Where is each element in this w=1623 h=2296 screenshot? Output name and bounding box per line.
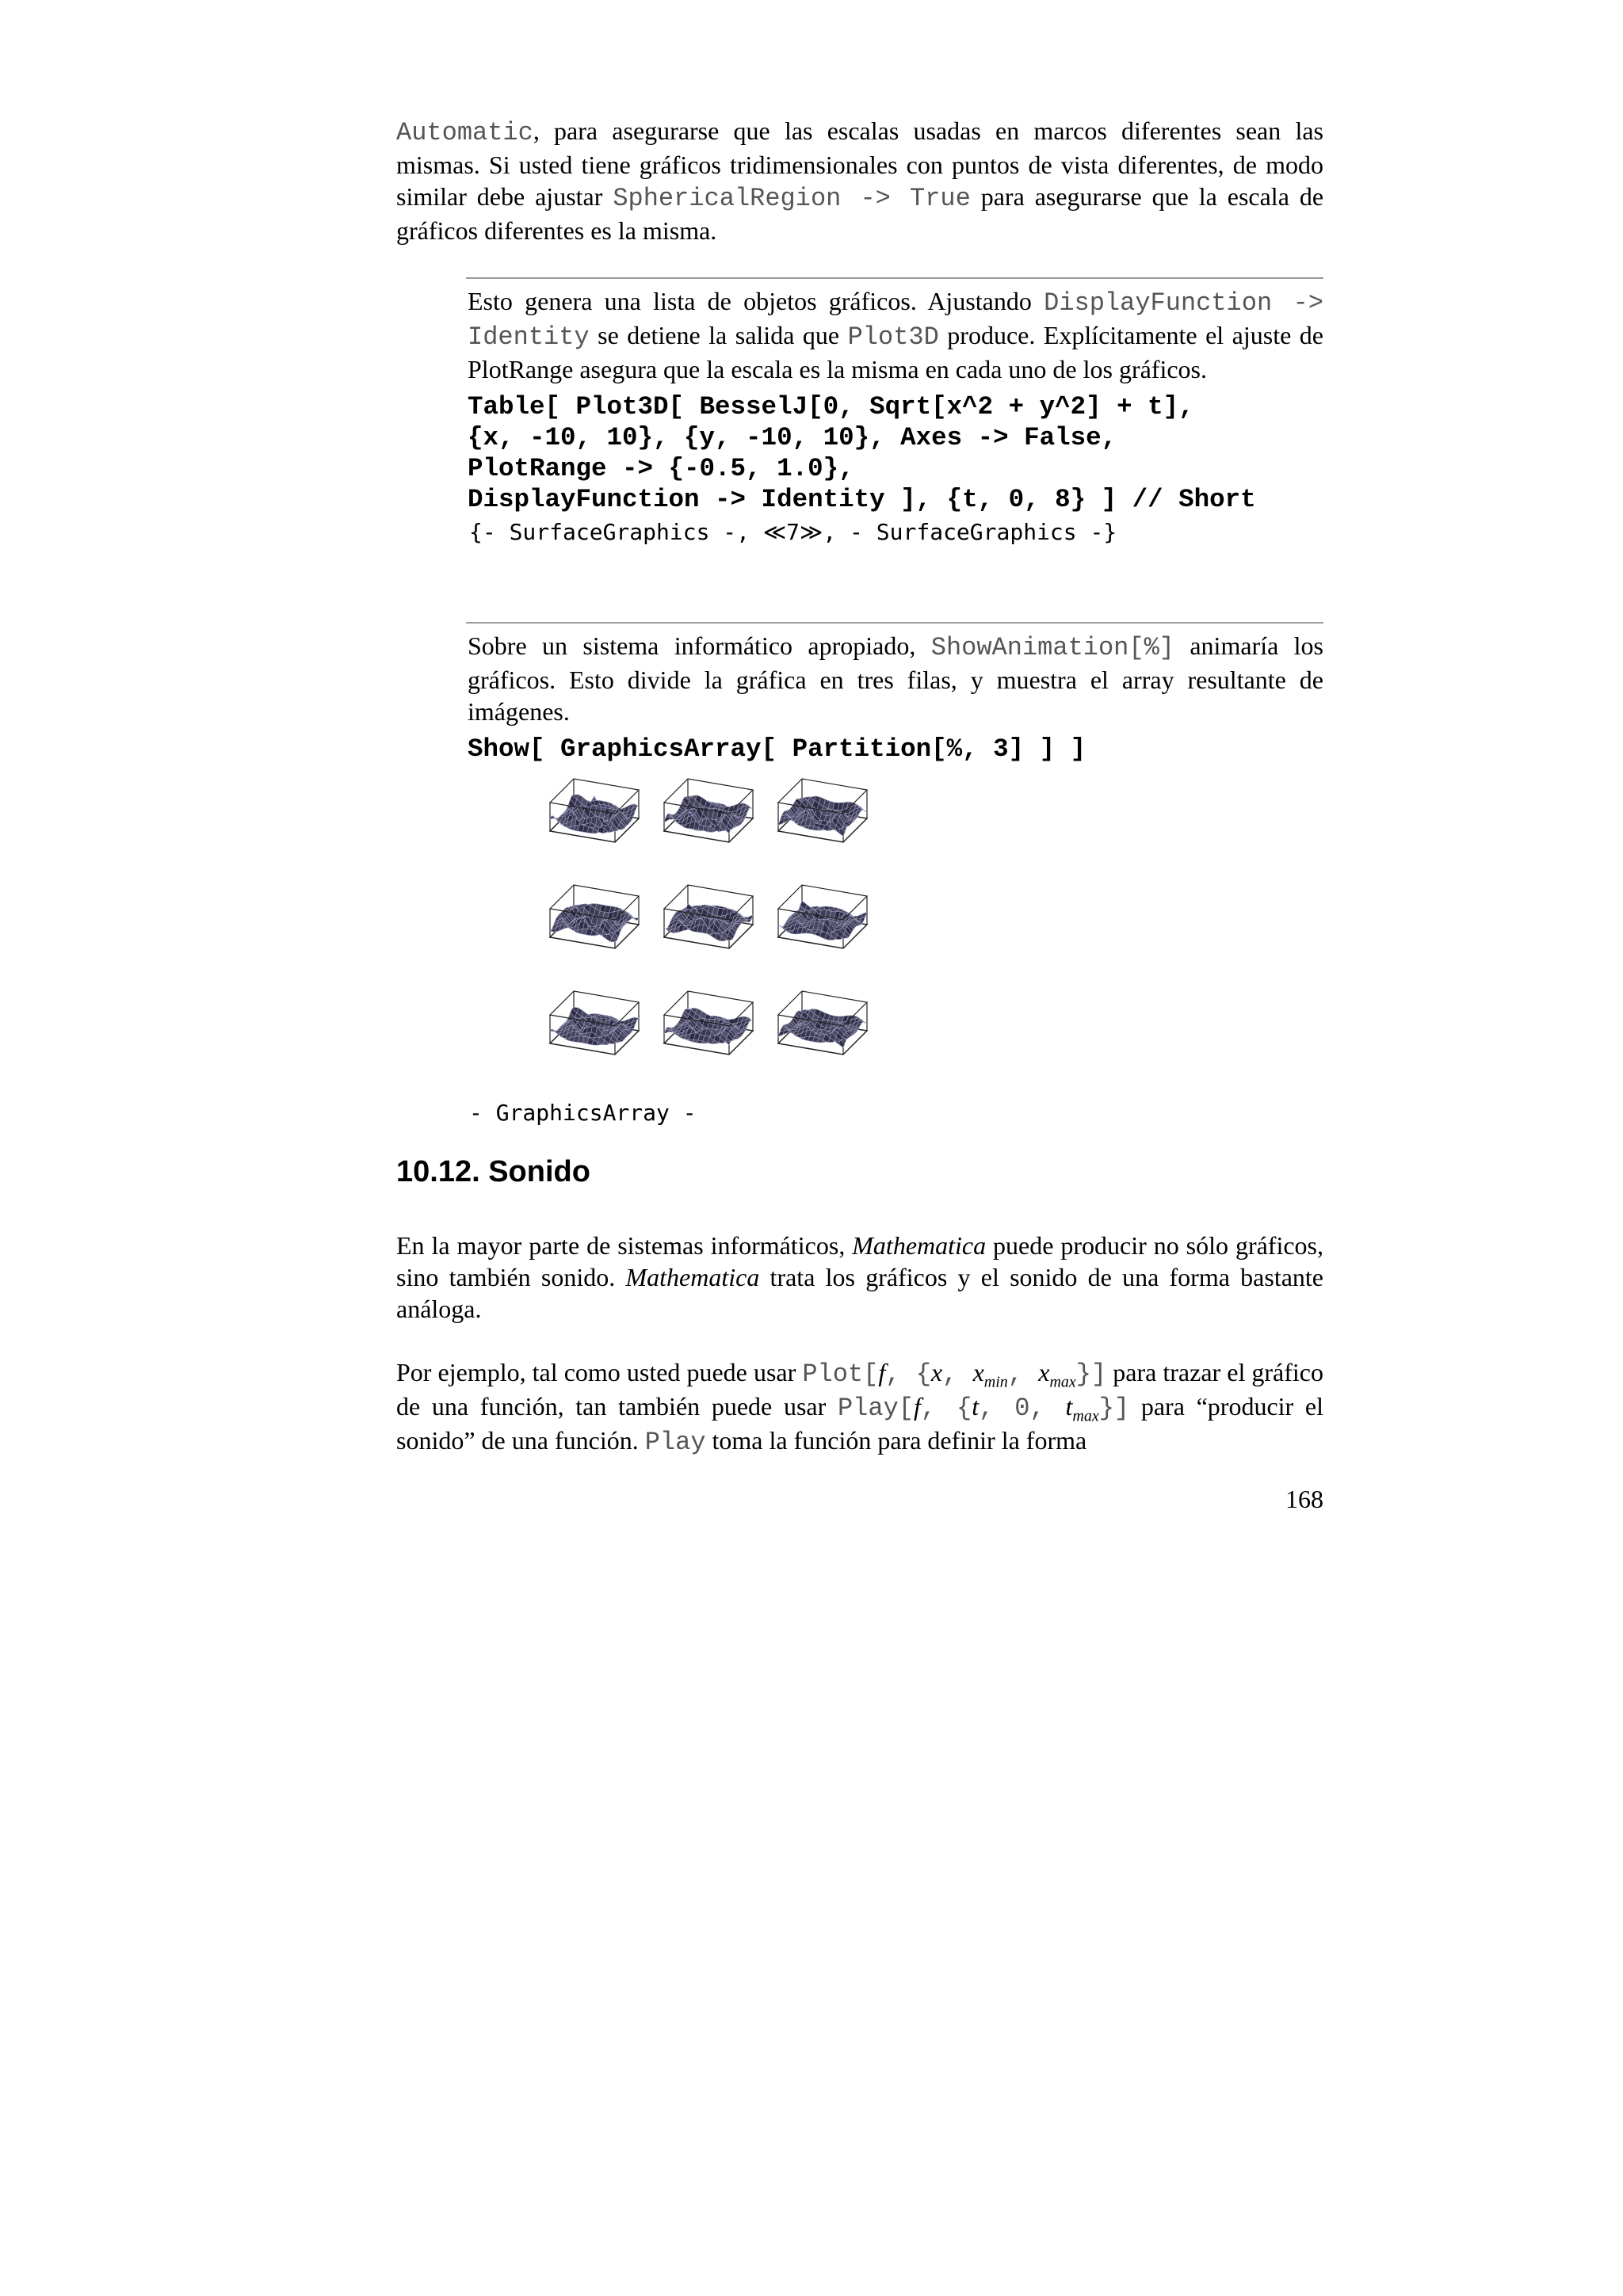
intro-text-1: , para asegurarse que las escalas usadas en marcos diferentes sean las mismas. Si usted tiene gráficos tridimensionales con puntos de vista diferentes, de modo similar debe ajustar	[396, 116, 1323, 211]
cell-show-input: Show[ GraphicsArray[ Partition[%, 3] ] ]	[468, 734, 1086, 764]
para-play-text-4: toma la función para definir la forma	[705, 1426, 1087, 1455]
surface-plot	[651, 988, 764, 1086]
cell-table-output: {- SurfaceGraphics -, ≪7≫, - SurfaceGraphics -}	[469, 519, 1117, 545]
surface-graphics-thumbnail	[537, 882, 650, 980]
surface-graphics-thumbnail	[537, 776, 650, 874]
surface-graphics-thumbnail	[651, 882, 764, 980]
surface-plot	[537, 988, 650, 1086]
code-close: }]	[1098, 1394, 1130, 1423]
section-heading: 10.12. Sonido	[396, 1155, 590, 1188]
surface-plot	[766, 776, 878, 874]
mathematica-italic: Mathematica	[625, 1263, 760, 1291]
code-line: DisplayFunction -> Identity ], {t, 0, 8} ] // Short	[468, 485, 1256, 514]
cell-show-output: - GraphicsArray -	[469, 1100, 697, 1126]
surface-graphics-thumbnail	[651, 776, 764, 874]
surface-plot	[651, 776, 764, 874]
sub-max: max	[1072, 1407, 1099, 1425]
code-sep: , 0,	[979, 1394, 1066, 1423]
para-sound-text-3: trata los gráficos y el sonido de una forma bastante análoga.	[396, 1263, 1323, 1323]
para-sound-text-1: En la mayor parte de sistemas informáticos,	[396, 1231, 853, 1260]
code-plot3d: Plot3D	[847, 322, 939, 352]
code-sep: , {	[920, 1394, 972, 1423]
surface-graphics-thumbnail	[651, 988, 764, 1086]
var-t: t	[972, 1392, 980, 1421]
code-play: Play	[644, 1428, 706, 1457]
code-show-animation: ShowAnimation[%]	[930, 633, 1174, 662]
code-line: PlotRange -> {-0.5, 1.0},	[468, 454, 854, 483]
cell-table-caption-1: Esto genera una lista de objetos gráficos. Ajustando	[468, 287, 1044, 315]
code-sep: ,	[942, 1360, 973, 1389]
page-number: 168	[1285, 1485, 1323, 1513]
para-play-text-2: para trazar el gráfico de una función, tan también puede usar	[396, 1358, 1323, 1421]
notebook-cell-show	[466, 622, 1323, 1129]
graphics-array	[537, 776, 1323, 1086]
var-xmin: x	[972, 1358, 984, 1386]
surface-mesh-cell	[686, 904, 693, 910]
code-plot-open: Plot[	[802, 1360, 879, 1389]
surface-graphics-thumbnail	[766, 988, 878, 1086]
cell-table-caption	[466, 285, 1323, 385]
surface-plot	[537, 776, 650, 874]
code-line: Table[ Plot3D[ BesselJ[0, Sqrt[x^2 + y^2] + t],	[468, 392, 1194, 421]
cell-show-caption-2: animaría los gráficos. Esto divide la gráfica en tres filas, y muestra el array resultante de imágenes.	[468, 631, 1324, 726]
var-xmax: x	[1038, 1358, 1050, 1386]
intro-text-2: para asegurarse que la escala de gráficos diferentes es la misma.	[396, 182, 1324, 245]
intro-paragraph	[396, 115, 1323, 246]
var-f: f	[913, 1392, 921, 1421]
sub-min: min	[983, 1373, 1008, 1391]
cell-table-input	[466, 391, 1323, 515]
var-tmax: t	[1065, 1392, 1073, 1421]
code-display-function: DisplayFunction -> Identity	[468, 288, 1324, 352]
code-play-open: Play[	[837, 1394, 914, 1423]
mathematica-italic: Mathematica	[852, 1231, 987, 1260]
surface-graphics-thumbnail	[766, 776, 878, 874]
var-f: f	[878, 1358, 886, 1386]
code-automatic: Automatic	[396, 118, 533, 147]
code-line: {x, -10, 10}, {y, -10, 10}, Axes -> False,	[468, 423, 1117, 452]
notebook-cell-table	[466, 277, 1323, 548]
surface-plot	[537, 882, 650, 980]
surface-plot	[651, 882, 764, 980]
code-sep: ,	[1007, 1360, 1039, 1389]
cell-table-caption-3: produce. Explícitamente el ajuste de PlotRange asegura que la escala es la misma en cada uno de los gráficos.	[468, 321, 1324, 383]
paragraph-sound	[396, 1230, 1323, 1325]
code-close: }]	[1075, 1360, 1107, 1389]
code-spherical-region: SphericalRegion -> True	[613, 184, 971, 213]
surface-plot	[766, 988, 878, 1086]
code-sep: , {	[885, 1360, 931, 1389]
surface-graphics-thumbnail	[537, 988, 650, 1086]
para-sound-text-2: puede producir no sólo gráficos, sino también sonido.	[396, 1231, 1324, 1291]
para-play-text-3: para “producir el sonido” de una función.	[396, 1392, 1323, 1455]
paragraph-play	[396, 1356, 1323, 1459]
var-x: x	[930, 1358, 943, 1386]
cell-show-caption-1: Sobre un sistema informático apropiado,	[468, 631, 931, 660]
cell-show-caption	[466, 630, 1323, 727]
surface-graphics-thumbnail	[766, 882, 878, 980]
surface-plot	[766, 882, 878, 980]
sub-max: max	[1049, 1373, 1076, 1391]
cell-table-caption-2: se detiene la salida que	[589, 321, 848, 349]
para-play-text-1: Por ejemplo, tal como usted puede usar	[396, 1358, 803, 1386]
